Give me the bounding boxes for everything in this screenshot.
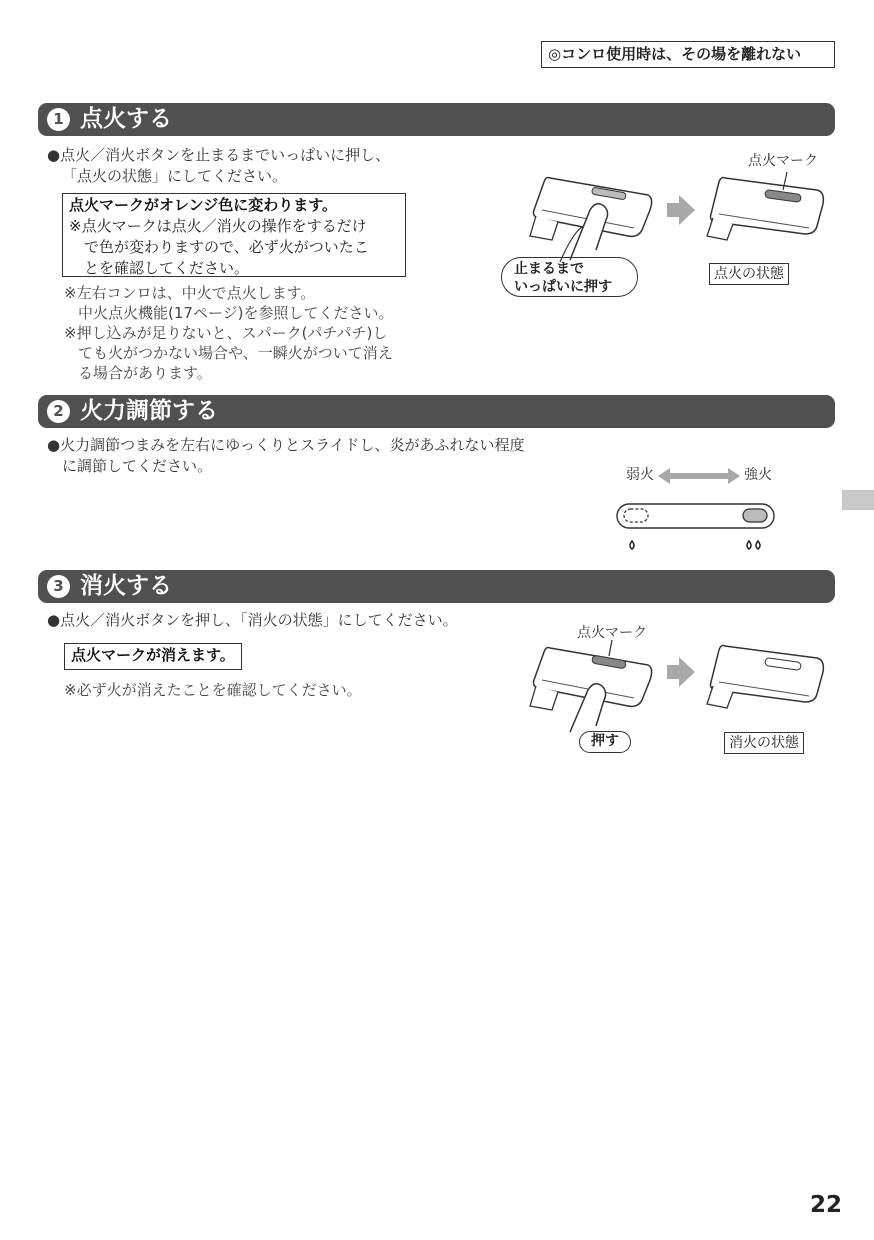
high-heat-label: 強火 xyxy=(744,467,772,483)
info-box-heading: 点火マークがオレンジ色に変わります。 xyxy=(69,196,338,214)
note-line: る場合があります。 xyxy=(78,364,212,382)
note-line: ※押し込みが足りないと、スパーク(パチパチ)し xyxy=(64,324,388,342)
press-label-line: いっぱいに押す xyxy=(514,279,612,295)
low-heat-label: 弱火 xyxy=(626,467,654,483)
instruction-line: ●火力調節つまみを左右にゆっくりとスライドし、炎があふれない程度 xyxy=(47,436,525,454)
section-2-header xyxy=(38,395,835,428)
button-ignited-illustration xyxy=(705,170,830,250)
instruction-line: に調節してください。 xyxy=(62,457,213,475)
state-label-ignited: 点火の状態 xyxy=(709,263,789,285)
press-instruction-label: 押す xyxy=(579,731,631,753)
section-title: 火力調節する xyxy=(80,398,218,424)
instruction-line: ●点火／消火ボタンを押し、「消火の状態」にしてください。 xyxy=(47,611,458,629)
info-box xyxy=(62,193,406,277)
button-off-illustration xyxy=(705,638,830,718)
arrow-right-icon xyxy=(667,195,695,225)
page-number: 22 xyxy=(810,1192,843,1218)
section-number: 2 xyxy=(47,400,70,423)
safety-note: ◎コンロ使用時は、その場を離れない xyxy=(541,41,835,68)
section-number: 1 xyxy=(47,108,70,131)
arrow-right-icon xyxy=(667,657,695,687)
note-line: 中火点火機能(17ページ)を参照してください。 xyxy=(78,304,394,322)
section-number: 3 xyxy=(47,575,70,598)
heat-slider-illustration xyxy=(616,503,776,551)
ignition-mark-label: 点火マーク xyxy=(748,153,818,169)
section-1-header xyxy=(38,103,835,136)
button-press-illustration xyxy=(530,640,660,740)
info-box-line: ※点火マークは点火／消火の操作をするだけ xyxy=(69,217,367,235)
info-box-line: とを確認してください。 xyxy=(84,259,250,277)
note-line: ※必ず火が消えたことを確認してください。 xyxy=(64,681,362,699)
state-label-off: 消火の状態 xyxy=(724,732,804,754)
info-box-line: で色が変わりますので、必ず火がついたこ xyxy=(84,238,369,256)
instruction-line: ●点火／消火ボタンを止まるまでいっぱいに押し、 xyxy=(47,146,391,164)
section-title: 消火する xyxy=(80,573,172,599)
double-arrow-icon xyxy=(658,468,740,484)
section-title: 点火する xyxy=(80,106,172,132)
note-line: ても火がつかない場合や、一瞬火がついて消え xyxy=(78,344,393,362)
press-label-line: 止まるまで xyxy=(514,261,584,277)
section-3-header xyxy=(38,570,835,603)
ignition-mark-label: 点火マーク xyxy=(577,625,647,641)
instruction-line: 「点火の状態」にしてください。 xyxy=(62,167,288,185)
button-press-illustration xyxy=(530,170,660,270)
side-index-tab xyxy=(842,490,874,510)
info-box xyxy=(64,643,242,670)
note-line: ※左右コンロは、中火で点火します。 xyxy=(64,284,316,302)
info-box-heading: 点火マークが消えます。 xyxy=(71,646,235,664)
press-instruction-label xyxy=(501,257,638,297)
